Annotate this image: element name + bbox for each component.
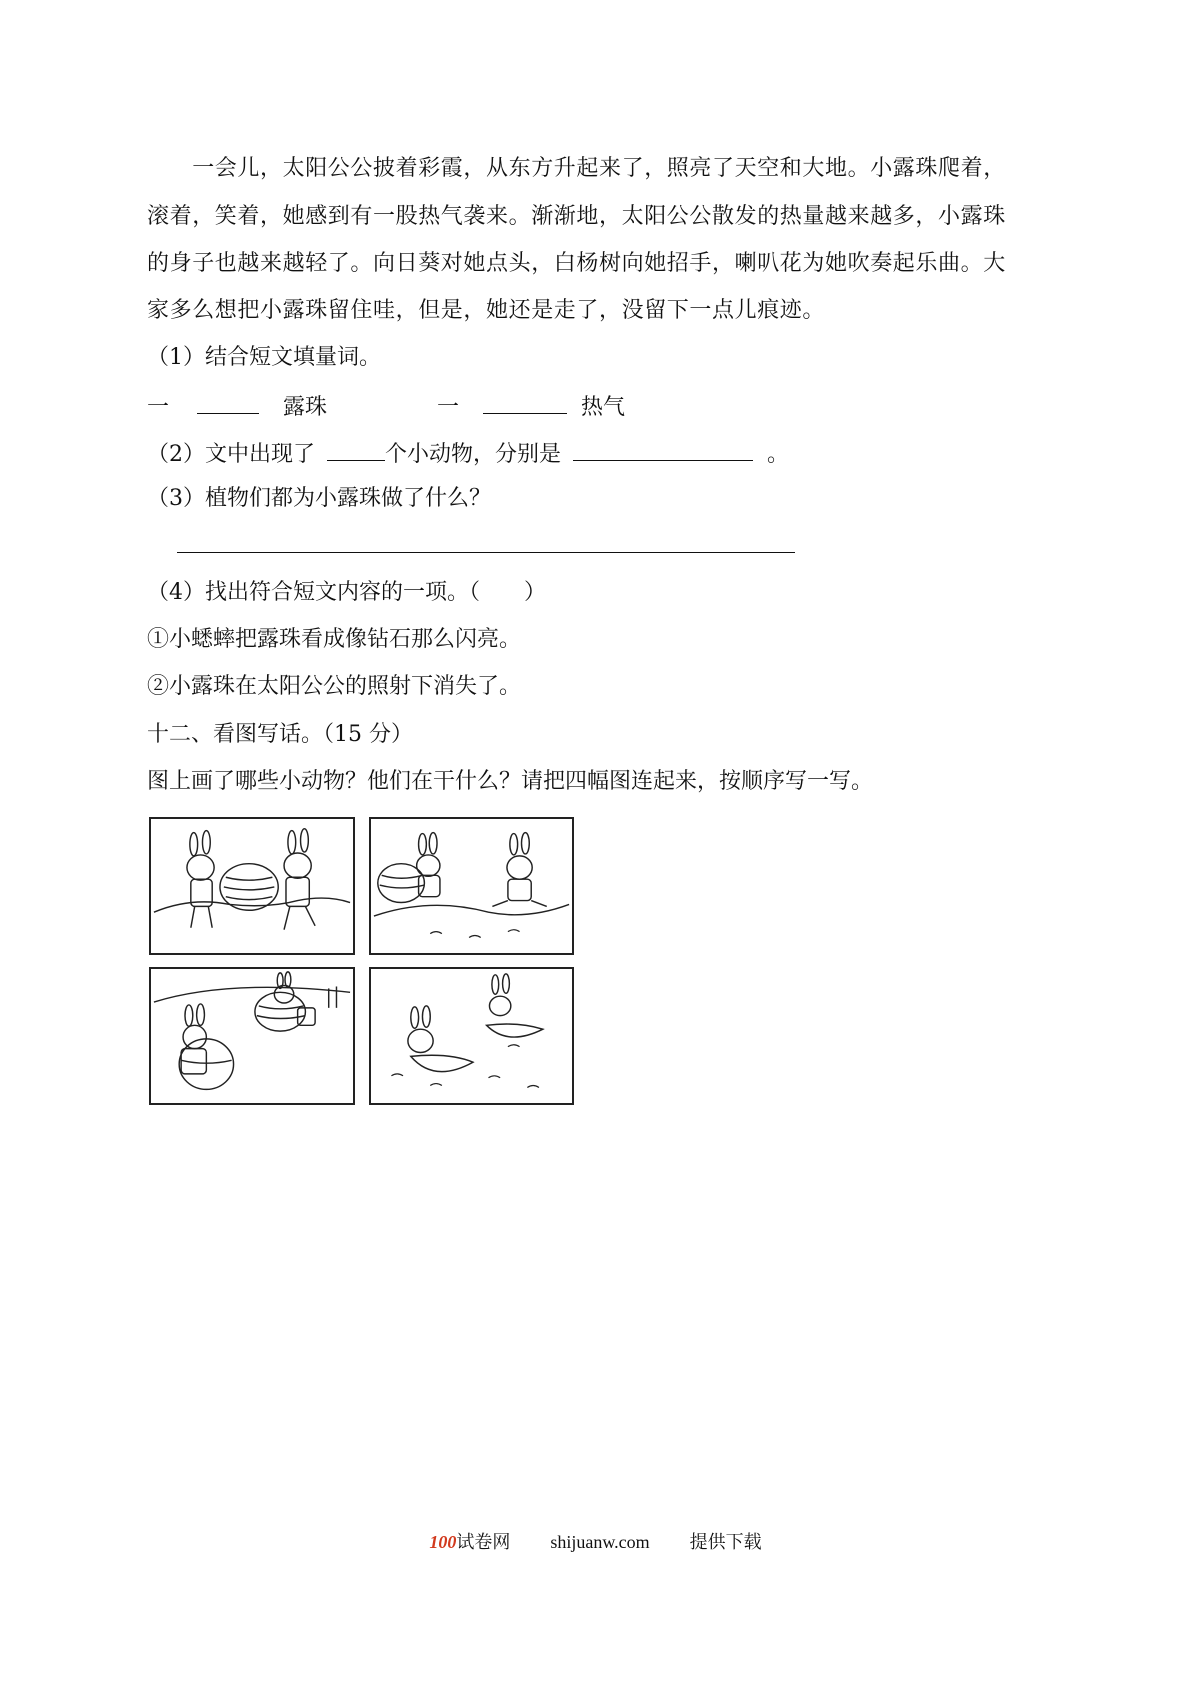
rabbits-scooping-watermelon-illustration (151, 969, 353, 1103)
footer-provide: 提供下载 (689, 1532, 762, 1552)
q2-blank-count[interactable] (327, 438, 385, 461)
q2-line (147, 438, 789, 469)
q4-option-1: ①小蟋蟀把露珠看成像钻石那么闪亮。 (147, 627, 522, 652)
q1-item1-word: 露珠 (283, 395, 328, 420)
q1-blank-2[interactable] (483, 391, 567, 414)
picture-panel-4 (369, 967, 574, 1105)
q1-items (147, 391, 625, 422)
passage-line-2: 滚着，笑着，她感到有一股热气袭来。渐渐地，太阳公公散发的热量越来越多，小露珠 (147, 204, 1006, 229)
q1-item1-prefix: 一 (147, 395, 170, 420)
footer (0, 1530, 1191, 1554)
q2-text-a: （2）文中出现了 (147, 442, 315, 467)
passage-line-3: 的身子也越来越轻了。向日葵对她点头，白杨树向她招手，喇叭花为她吹奏起乐曲。大 (147, 251, 1006, 276)
passage-line-4: 家多么想把小露珠留住哇，但是，她还是走了，没留下一点儿痕迹。 (147, 298, 826, 323)
q1-blank-1[interactable] (197, 391, 259, 414)
passage-line-1: 一会儿，太阳公公披着彩霞，从东方升起来了，照亮了天空和大地。小露珠爬着， (147, 156, 1006, 181)
footer-logo-text: 试卷网 (456, 1532, 511, 1552)
q4-option-2: ②小露珠在太阳公公的照射下消失了。 (147, 674, 522, 699)
q1-item2-prefix: 一 (437, 395, 460, 420)
footer-logo-number: 100 (429, 1532, 457, 1552)
footer-site[interactable]: shijuanw.com (550, 1532, 650, 1552)
q2-text-c: 。 (767, 442, 790, 467)
q3-title: （3）植物们都为小露珠做了什么？ (147, 486, 491, 511)
q3-answer-line[interactable] (177, 552, 795, 553)
rabbits-rowing-watermelon-boats-illustration (371, 969, 572, 1103)
q1-title: （1）结合短文填量词。 (147, 345, 381, 370)
q4-title: （4）找出符合短文内容的一项。（ ） (147, 580, 546, 605)
picture-panel-1 (149, 817, 355, 955)
section12-title: 十二、看图写话。（15 分） (147, 722, 413, 747)
rabbits-carrying-watermelon-illustration (151, 819, 353, 953)
section12-instruction: 图上画了哪些小动物？他们在干什么？请把四幅图连起来，按顺序写一写。 (147, 769, 874, 794)
q2-blank-names[interactable] (573, 438, 753, 461)
picture-panel-2 (369, 817, 574, 955)
picture-panel-3 (149, 967, 355, 1105)
q2-text-b: 个小动物，分别是 (385, 442, 562, 467)
q1-item2-word: 热气 (581, 395, 626, 420)
rabbits-resting-illustration (371, 819, 572, 953)
